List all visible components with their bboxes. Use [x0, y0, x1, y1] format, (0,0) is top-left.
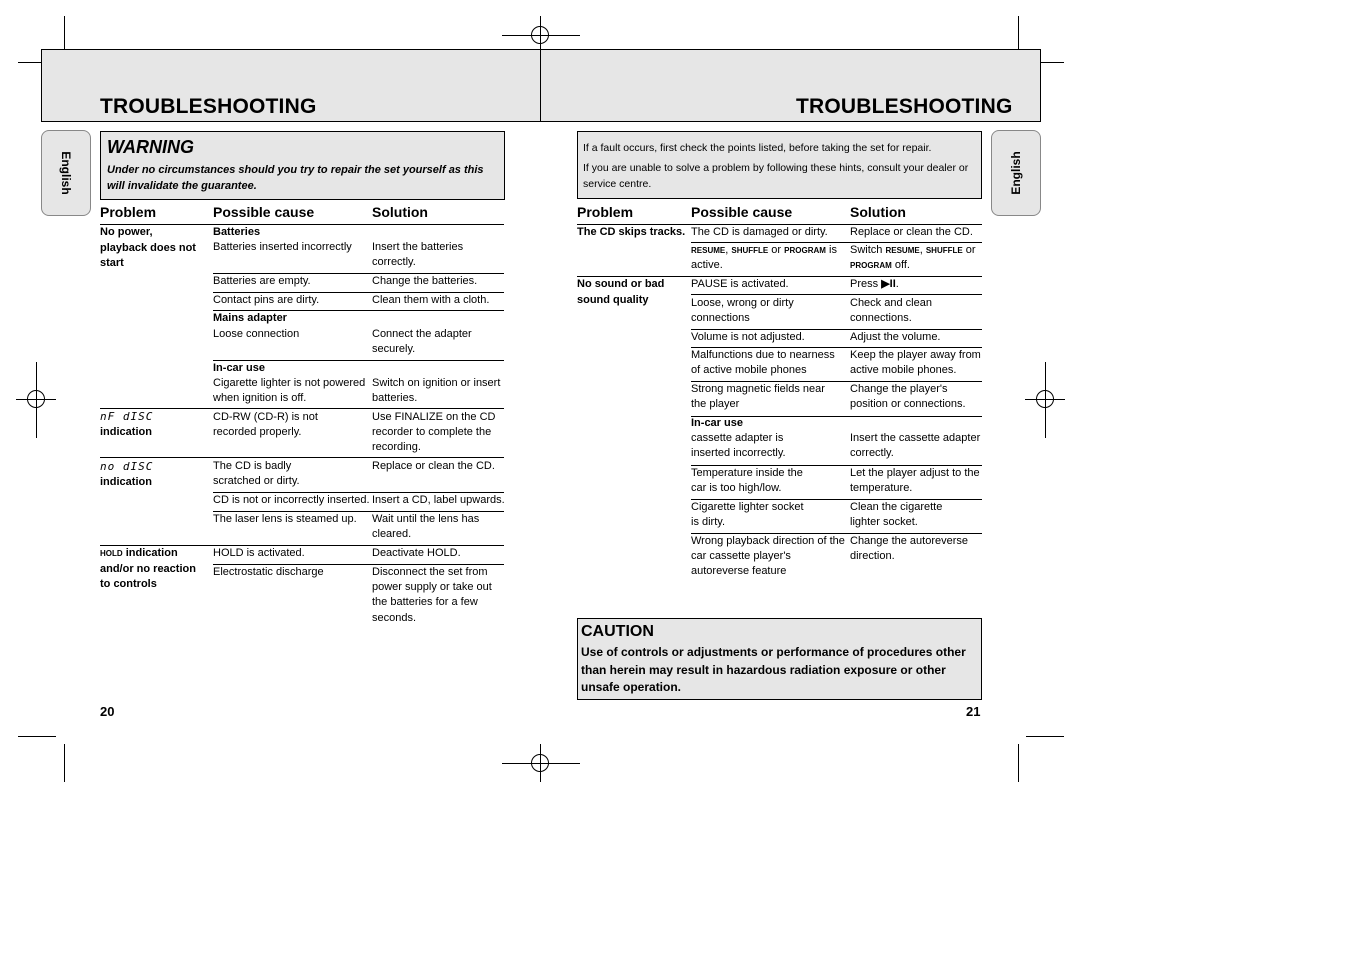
cause-cell: The laser lens is steamed up. — [213, 513, 357, 525]
table-row — [213, 225, 504, 269]
problem-skips-tracks: The CD skips tracks. — [577, 226, 686, 238]
solution-cell: Deactivate HOLD. — [372, 547, 461, 559]
batteries-heading: Batteries — [213, 226, 261, 238]
table-row — [691, 416, 982, 460]
left-header-cause: Possible cause — [213, 204, 315, 220]
cause-cell: Batteries inserted incorrectly — [213, 241, 352, 253]
solution-cell: Disconnect the set from power supply or take out the batteries for a few seconds. — [372, 566, 492, 624]
resume-label: RESUME — [691, 246, 726, 255]
cause-cell: Strong magnetic fields near the player — [691, 383, 825, 411]
cause-cell: Malfunctions due to nearness of active mobile phones — [691, 349, 835, 377]
warning-title: WARNING — [107, 137, 194, 157]
cause-cell — [691, 243, 841, 273]
mains-adapter-heading: Mains adapter — [213, 312, 287, 324]
shuffle-label: SHUFFLE — [925, 246, 963, 255]
cause-cell: Wrong playback direction of the car cassette player's autoreverse feature — [691, 535, 845, 578]
table-row — [213, 361, 504, 405]
cause-cell: HOLD is activated. — [213, 547, 305, 559]
right-header-problem: Problem — [577, 204, 634, 220]
left-language-tab — [41, 130, 91, 216]
solution-cell: Change the autoreverse direction. — [850, 535, 969, 563]
right-page-title: TROUBLESHOOTING — [796, 95, 1013, 118]
separator-text: off. — [891, 259, 910, 272]
solution-cell: Clean them with a cloth. — [372, 294, 490, 306]
solution-cell: Let the player adjust to the temperature. — [850, 467, 980, 495]
solution-cell: Check and clean connections. — [850, 297, 932, 325]
problem-no-sound: No sound or bad sound quality — [577, 278, 665, 306]
cause-cell: Batteries are empty. — [213, 275, 311, 287]
problem-no-disc — [100, 459, 200, 490]
hold-label: HOLD — [100, 549, 123, 558]
cause-cell: Temperature inside the car is too high/low. — [691, 467, 803, 495]
period-text: . — [895, 278, 899, 290]
separator-text: Switch — [850, 244, 886, 256]
left-header-problem: Problem — [100, 204, 157, 220]
solution-cell: Clean the cigarette lighter socket. — [850, 501, 943, 529]
cause-cell: Cigarette lighter socket is dirty. — [691, 501, 804, 529]
solution-cell: Wait until the lens has cleared. — [372, 513, 480, 541]
program-label: PROGRAM — [850, 261, 892, 271]
solution-cell: Adjust the volume. — [850, 331, 941, 343]
no-disc-label: indication — [100, 475, 152, 488]
cause-cell: CD is not or incorrectly inserted. — [213, 494, 370, 506]
solution-cell — [850, 243, 982, 273]
table-row — [213, 311, 504, 356]
caution-box — [577, 618, 982, 700]
problem-no-power: No power, playback does not start — [100, 226, 196, 269]
no-disc-lcd: no dISC — [100, 460, 154, 473]
separator-text: is active. — [691, 244, 837, 272]
warning-text: Under no circumstances should you try to repair the set yourself as this will invalidate the guarantee. — [107, 164, 484, 192]
cause-cell: Electrostatic discharge — [213, 566, 324, 578]
solution-cell: Use FINALIZE on the CD recorder to complete the recording. — [372, 411, 496, 454]
caution-title: CAUTION — [581, 623, 654, 640]
in-car-heading: In-car use — [213, 362, 265, 374]
solution-cell: Switch on ignition or insert batteries. — [372, 377, 501, 405]
nf-disc-label: indication — [100, 425, 152, 438]
row-divider — [100, 457, 504, 458]
press-text: Press — [850, 278, 882, 290]
left-page-number: 20 — [100, 704, 115, 719]
solution-cell: Replace or clean the CD. — [850, 226, 973, 238]
cause-cell: cassette adapter is inserted incorrectly. — [691, 432, 786, 460]
resume-label: RESUME — [885, 246, 920, 255]
intro-box — [577, 131, 982, 199]
solution-cell: Change the batteries. — [372, 275, 478, 287]
cause-cell: Contact pins are dirty. — [213, 294, 320, 306]
cause-cell: Loose connection — [213, 328, 300, 340]
left-header-solution: Solution — [372, 204, 428, 220]
program-label: PROGRAM — [784, 246, 826, 255]
intro-line-2: If you are unable to solve a problem by following these hints, consult your dealer or service centre. — [583, 162, 969, 190]
left-language-label: English — [59, 151, 73, 195]
separator-text: or — [768, 244, 785, 256]
solution-cell: Connect the adapter securely. — [372, 328, 472, 356]
right-header-cause: Possible cause — [691, 204, 793, 220]
caution-text: Use of controls or adjustments or performance of procedures other than herein may result in hazardous radiation exposure or other unsafe operation. — [581, 645, 966, 694]
right-language-label: English — [1009, 151, 1023, 195]
warning-box — [100, 131, 505, 200]
play-pause-icon: ▶II — [881, 278, 896, 290]
problem-nf-disc — [100, 409, 200, 440]
separator-text: , — [919, 244, 926, 256]
cause-cell: Loose, wrong or dirty connections — [691, 297, 794, 325]
solution-cell: Insert the cassette adapter correctly. — [850, 432, 981, 460]
hold-rest: indication and/or no reaction to controls — [100, 547, 196, 590]
solution-cell: Keep the player away from active mobile phones. — [850, 349, 981, 377]
in-car-heading: In-car use — [691, 417, 743, 429]
cause-cell: The CD is damaged or dirty. — [691, 226, 828, 238]
intro-line-1: If a fault occurs, first check the points listed, before taking the set for repair. — [583, 142, 932, 154]
solution-cell: Insert a CD, label upwards. — [372, 494, 505, 506]
solution-cell: Insert the batteries correctly. — [372, 241, 464, 269]
solution-cell: Change the player's position or connections. — [850, 383, 966, 411]
cause-cell: Volume is not adjusted. — [691, 331, 805, 343]
cause-cell: PAUSE is activated. — [691, 278, 789, 290]
problem-hold — [100, 546, 205, 593]
right-language-tab — [991, 130, 1041, 216]
left-page-title: TROUBLESHOOTING — [100, 95, 317, 118]
row-divider — [691, 294, 982, 295]
cause-cell: The CD is badly scratched or dirty. — [213, 460, 300, 488]
solution-cell — [850, 277, 982, 292]
right-header-solution: Solution — [850, 204, 906, 220]
cause-cell: Cigarette lighter is not powered when ignition is off. — [213, 377, 366, 405]
nf-disc-lcd: nF dISC — [100, 410, 154, 423]
right-page-number: 21 — [966, 704, 981, 719]
separator-text: or — [962, 244, 976, 256]
shuffle-label: SHUFFLE — [731, 246, 769, 255]
cause-cell: CD-RW (CD-R) is not recorded properly. — [213, 411, 318, 439]
separator-text: , — [725, 244, 732, 256]
solution-cell: Replace or clean the CD. — [372, 460, 495, 472]
